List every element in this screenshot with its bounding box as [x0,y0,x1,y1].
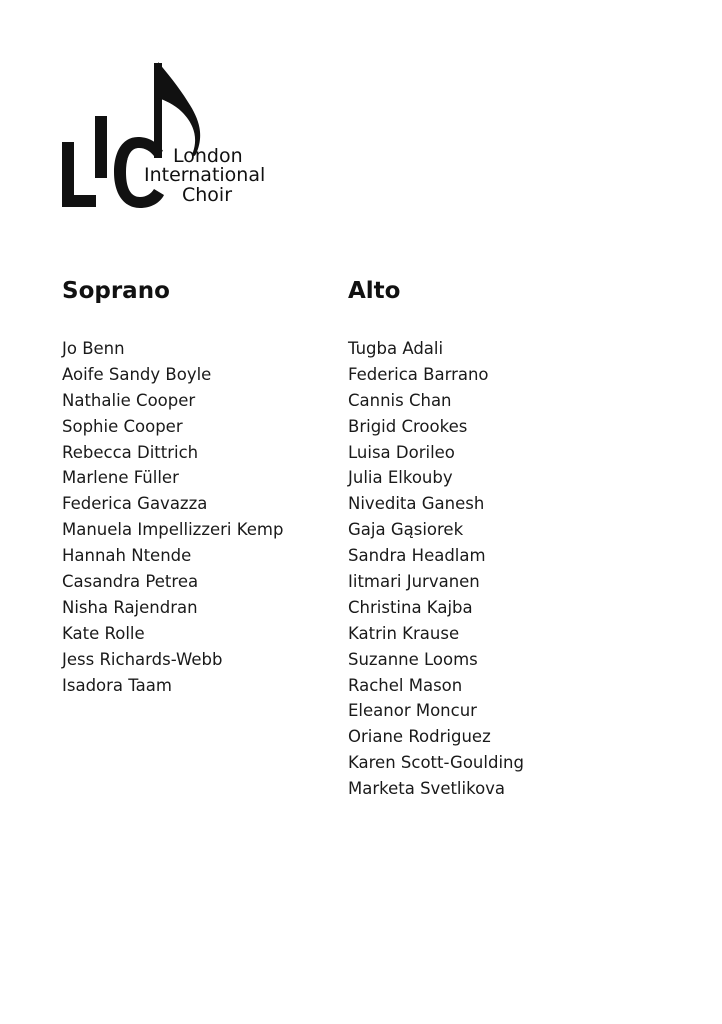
list-item: Federica Gavazza [62,494,208,514]
list-item: Nathalie Cooper [62,390,196,410]
list-item: Christina Kajba [348,597,473,617]
list-item: Sandra Headlam [348,546,486,566]
list-item: Rachel Mason [348,675,463,695]
list-item: Katrin Krause [348,623,460,643]
alto-list [348,336,638,802]
music-note-logo-icon [60,58,290,213]
soprano-section [62,276,352,698]
list-item: Luisa Dorileo [348,442,455,462]
list-item: Isadora Taam [62,675,172,695]
list-item: Eleanor Moncur [348,701,477,721]
logo-text-international: International [144,164,266,186]
alto-heading: Alto [348,278,401,304]
list-item: Aoife Sandy Boyle [62,364,212,384]
list-item: Manuela Impellizzeri Kemp [62,520,284,540]
soprano-list [62,336,352,698]
list-item: Kate Rolle [62,623,145,643]
list-item: Jo Benn [62,339,125,358]
list-item: Jess Richards-Webb [62,649,223,669]
logo-text-london: London [173,145,243,167]
list-item: Iitmari Jurvanen [348,572,480,592]
list-item: Suzanne Looms [348,649,478,669]
list-item: Tugba Adali [348,339,444,358]
list-item: Federica Barrano [348,364,489,384]
list-item: Marketa Svetlikova [348,779,506,799]
choir-logo [60,58,290,213]
logo-text-choir: Choir [182,184,233,206]
list-item: Hannah Ntende [62,546,192,566]
list-item: Oriane Rodriguez [348,727,491,747]
soprano-heading: Soprano [62,278,170,304]
list-item: Rebecca Dittrich [62,442,199,462]
list-item: Casandra Petrea [62,572,199,592]
list-item: Marlene Füller [62,468,179,488]
list-item: Nisha Rajendran [62,597,198,617]
list-item: Karen Scott-Goulding [348,753,524,773]
list-item: Brigid Crookes [348,416,468,436]
list-item: Gaja Gąsiorek [348,520,464,540]
list-item: Nivedita Ganesh [348,494,485,514]
alto-section [348,276,638,802]
list-item: Julia Elkouby [348,468,453,488]
list-item: Cannis Chan [348,390,452,410]
list-item: Sophie Cooper [62,416,183,436]
